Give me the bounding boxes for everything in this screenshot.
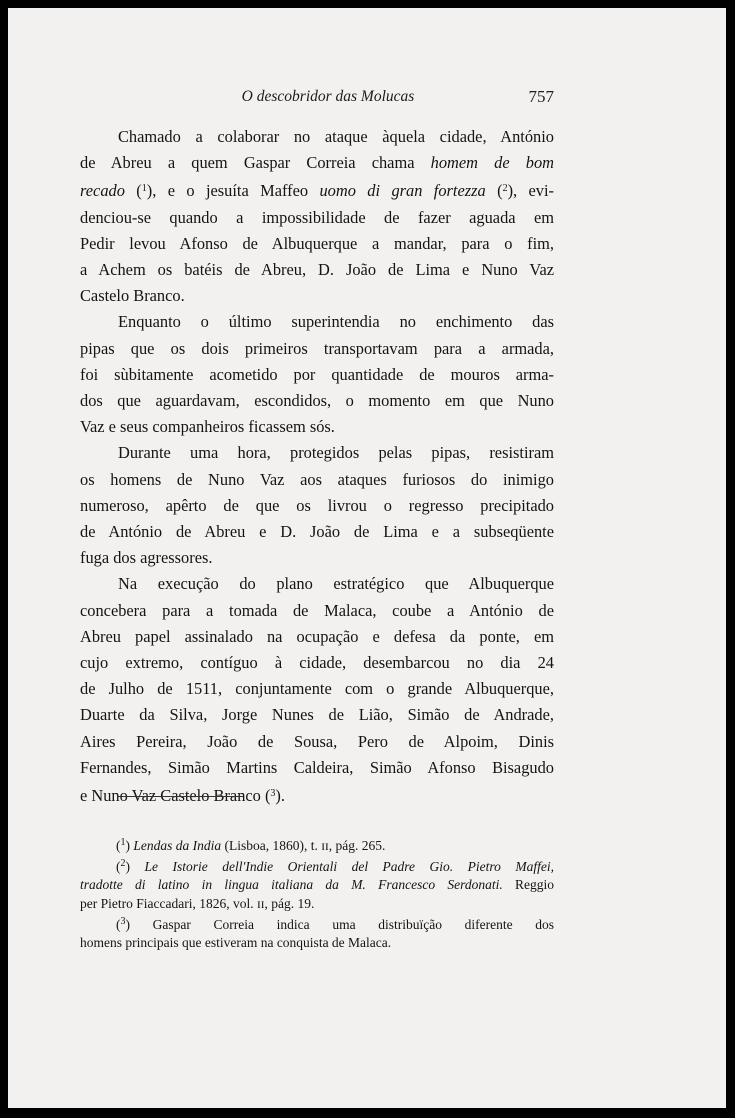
footnote-separator	[117, 796, 243, 797]
text-run: Le Istorie dell'Indie Orientali del Padre Gio. Pietro Maffei,	[144, 859, 554, 875]
text-run: concebera para a tomada de Malaca, coube a António de	[80, 600, 554, 620]
text-run: de Julho de 1511, conjuntamente com o grande Albuquerque,	[80, 679, 554, 699]
text-run: homem de bom	[430, 153, 554, 173]
text-run: de António de Abreu e D. João de Lima e a subseqüente	[80, 522, 554, 542]
text-run: per Pietro Fiaccadari, 1826, vol. ɪɪ, pág. 19.	[80, 895, 315, 911]
footnote-line	[80, 834, 554, 855]
text-run: Durante uma hora, protegidos pelas pipas, resistiram	[118, 443, 554, 463]
paragraph-line	[80, 362, 554, 388]
text-run: 3	[120, 915, 126, 927]
paragraph-line	[80, 124, 554, 150]
text-run: (Lisboa, 1860), t. ɪɪ, pág. 265.	[221, 838, 386, 853]
paragraph-line	[80, 440, 554, 466]
paragraph-line	[80, 388, 554, 414]
page-number: 757	[528, 87, 554, 106]
text-run: (	[116, 859, 121, 875]
book-page	[8, 8, 726, 1108]
paragraph-line	[80, 231, 554, 257]
text-run: Lendas da India	[133, 838, 222, 853]
paragraph-line	[80, 571, 554, 597]
paragraph-line	[80, 519, 554, 545]
text-run: uomo di gran fortezza	[319, 181, 486, 201]
text-run: (	[124, 181, 142, 201]
paragraph-line	[80, 624, 554, 650]
text-run: Abreu papel assinalado na ocupação e defesa da ponte, em	[80, 626, 554, 646]
text-run: Castelo Branco.	[80, 286, 185, 306]
text-run: tradotte di latino in lingua italiana da M. Francesco Serdonati.	[80, 877, 503, 893]
paragraph-line	[80, 257, 554, 283]
text-run: cujo extremo, contíguo à cidade, desembarcou no dia 24	[80, 653, 554, 673]
text-run: homens principais que estiveram na conquista de Malaca.	[80, 935, 392, 951]
footnote-line	[80, 895, 554, 913]
text-run: os homens de Nuno Vaz aos ataques furiosos do inimigo	[80, 469, 554, 489]
paragraph-line	[80, 598, 554, 624]
paragraph-line	[80, 150, 554, 176]
footnote-line	[80, 855, 554, 876]
paragraph-line	[80, 755, 554, 781]
text-run: Enquanto o último superintendia no enchimento das	[118, 312, 554, 332]
text-run: (	[116, 838, 121, 853]
text-run: ), e o jesuíta Maffeo	[146, 181, 320, 201]
running-title: O descobridor das Molucas	[241, 88, 415, 105]
text-run: e Nuno Vaz Castelo Branco (	[80, 786, 271, 806]
text-run: Aires Pereira, João de Sousa, Pero de Alpoim, Dinis	[80, 731, 554, 751]
text-run: dos que aguardavam, escondidos, o momento em que Nuno	[80, 391, 554, 411]
text-run: 2	[120, 858, 126, 870]
body-text	[80, 124, 554, 809]
text-run: Na execução do plano estratégico que Albuquerque	[118, 574, 554, 594]
footnotes	[80, 834, 554, 952]
text-run: Duarte da Silva, Jorge Nunes de Lião, Simão de Andrade,	[80, 705, 554, 725]
text-run: Reggio	[502, 877, 554, 893]
text-run: numeroso, apêrto de que os livrou o regresso precipitado	[80, 495, 554, 515]
text-run: pipas que os dois primeiros transportavam para a armada,	[80, 338, 554, 358]
paragraph-line	[80, 309, 554, 335]
footnote-line	[80, 876, 554, 894]
text-run: 2	[502, 183, 508, 195]
text-run: ) Gaspar Correia indica uma distribuïção diferente dos	[125, 916, 554, 932]
page-header	[8, 85, 726, 111]
text-run: fuga dos agressores.	[80, 548, 213, 568]
text-run: a Achem os batéis de Abreu, D. João de Lima e Nuno Vaz	[80, 260, 554, 280]
text-run: recado	[80, 181, 125, 201]
paragraph-line	[80, 205, 554, 231]
paragraph-line	[80, 545, 554, 571]
text-run: 3	[270, 788, 276, 800]
paragraph-line	[80, 702, 554, 728]
footnote-line	[80, 934, 554, 952]
text-run: ).	[275, 786, 285, 806]
text-run: Pedir levou Afonso de Albuquerque a mandar, para o fim,	[80, 233, 554, 253]
text-run: 1	[120, 837, 126, 848]
text-run: (	[116, 916, 121, 932]
text-run: Vaz e seus companheiros ficassem sós.	[80, 417, 335, 437]
text-run: (	[485, 181, 503, 201]
paragraph-line	[80, 176, 554, 204]
text-run: foi sùbitamente acometido por quantidade de mouros arma-	[80, 364, 554, 384]
footnote-line	[80, 913, 554, 934]
text-run: denciou-se quando a impossibilidade de fazer aguada em	[80, 207, 554, 227]
text-run: Chamado a colaborar no ataque àquela cidade, António	[118, 127, 554, 146]
paragraph-line	[80, 676, 554, 702]
paragraph-line	[80, 650, 554, 676]
paragraph-line	[80, 467, 554, 493]
paragraph-line	[80, 729, 554, 755]
paragraph-line	[80, 414, 554, 440]
text-run: )	[125, 859, 145, 875]
paragraph-line	[80, 336, 554, 362]
text-run: Fernandes, Simão Martins Caldeira, Simão Afonso Bisagudo	[80, 757, 554, 777]
text-run: de Abreu a quem Gaspar Correia chama	[80, 153, 431, 173]
paragraph-line	[80, 283, 554, 309]
paragraph-line	[80, 493, 554, 519]
text-run: 1	[141, 183, 147, 195]
text-run: )	[125, 838, 134, 853]
text-run: ), evi-	[507, 181, 555, 201]
